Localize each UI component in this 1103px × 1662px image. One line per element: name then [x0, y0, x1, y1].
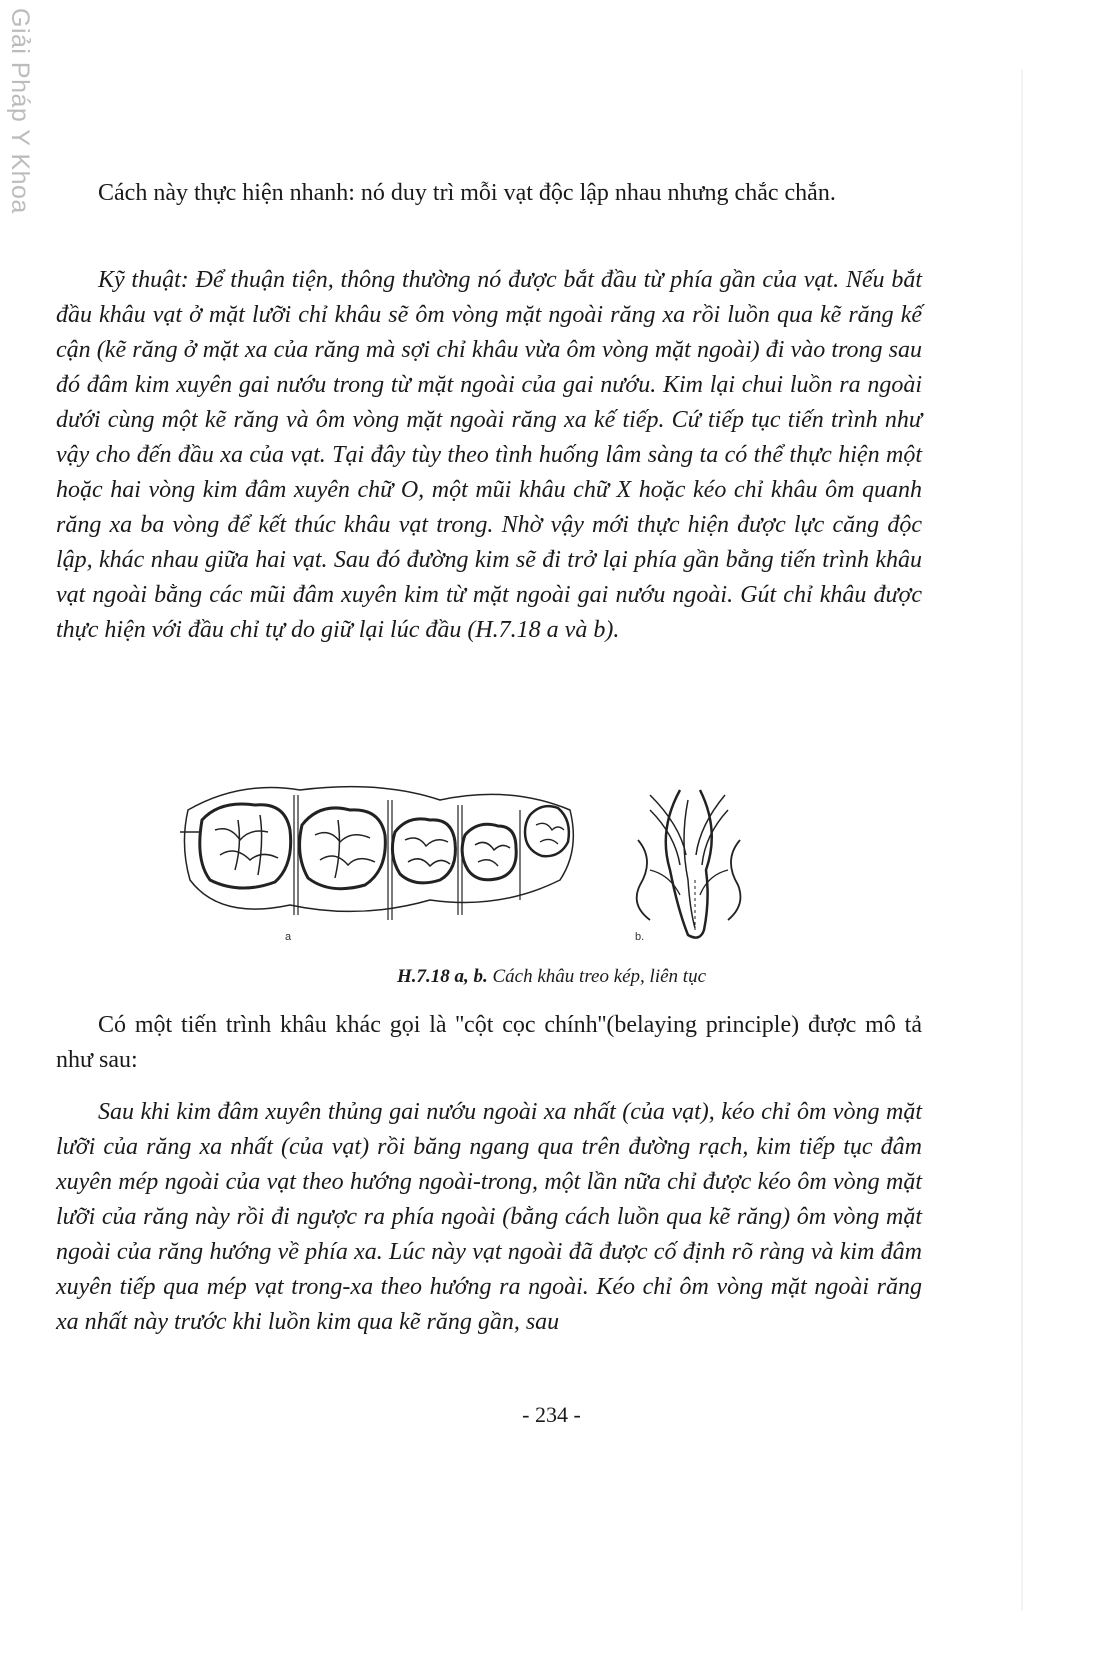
figure-caption-text: Cách khâu treo kép, liên tục: [487, 966, 707, 987]
figure-caption-id: H.7.18 a, b.: [396, 966, 488, 987]
watermark: Giải Pháp Y Khoa: [6, 8, 34, 214]
scan-edge-shadow: [1021, 70, 1023, 1610]
page-number: - 234 -: [522, 1402, 581, 1427]
figure-b-suture-drawing: [637, 790, 741, 938]
paragraph-technique: [56, 263, 922, 648]
figure-label-a: a: [285, 931, 292, 943]
paragraph-intro: Cách này thực hiện nhanh: nó duy trì mỗi vạt độc lập nhau nhưng chắc chắn.: [98, 180, 836, 206]
figure-label-b: b.: [635, 931, 645, 943]
technique-body: Để thuận tiện, thông thường nó được bắt đầu từ phía gần của vạt. Nếu bắt đầu khâu vạt ở mặt lưỡi chỉ khâu sẽ ôm vòng mặt ngoài răng xa rồi luồn qua kẽ răng kế cận (kẽ răng ở mặt xa của răng mà sợi chỉ khâu vừa ôm vòng mặt ngoài) đi vào trong sau đó đâm kim xuyên gai nướu trong từ mặt ngoài của gai nướu. Kim lại chui luồn ra ngoài dưới cùng một kẽ răng và ôm vòng mặt ngoài răng xa kế tiếp. Cứ tiếp tục tiến trình như vậy cho đến đầu xa của vạt. Tại đây tùy theo tình huống lâm sàng ta có thể thực hiện một hoặc hai vòng kim đâm xuyên chữ O, một mũi khâu chữ X hoặc kéo chỉ khâu ôm quanh răng xa ba vòng để kết thúc khâu vạt trong. Nhờ vậy mới thực hiện được lực căng độc lập, khác nhau giữa hai vạt. Sau đó đường kim sẽ đi trở lại phía gần bằng tiến trình khâu vạt ngoài bằng các mũi đâm xuyên kim từ mặt ngoài gai nướu ngoài. Gút chỉ khâu được thực hiện với đầu chỉ tự do giữ lại lúc đầu (H.7.18 a và b).: [56, 267, 922, 643]
paragraph-belaying: Có một tiến trình khâu khác gọi là ''cột cọc chính''(belaying principle) được mô tả như sau:: [56, 1012, 922, 1073]
paragraph-belaying-steps: Sau khi kim đâm xuyên thủng gai nướu ngoài xa nhất (của vạt), kéo chỉ ôm vòng mặt lưỡi của răng xa nhất (của vạt) rồi băng ngang qua trên đường rạch, kim tiếp tục đâm xuyên mép ngoài của vạt theo hướng ngoài-trong, một lần nữa chỉ được kéo ôm vòng mặt lưỡi của răng này rồi đi ngược ra phía ngoài (bằng cách luồn qua kẽ răng) ôm vòng mặt ngoài của răng hướng về phía xa. Lúc này vạt ngoài đã được cố định rõ ràng và kim đâm xuyên tiếp qua mép vạt trong-xa theo hướng ra ngoài. Kéo chỉ ôm vòng mặt ngoài răng xa nhất này trước khi luồn kim qua kẽ răng gần, sau: [56, 1099, 922, 1335]
figure-a-teeth-drawing: [180, 787, 573, 920]
suture-figure: [180, 770, 780, 960]
technique-label: Kỹ thuật:: [98, 267, 189, 293]
figure-caption: [0, 966, 1103, 988]
